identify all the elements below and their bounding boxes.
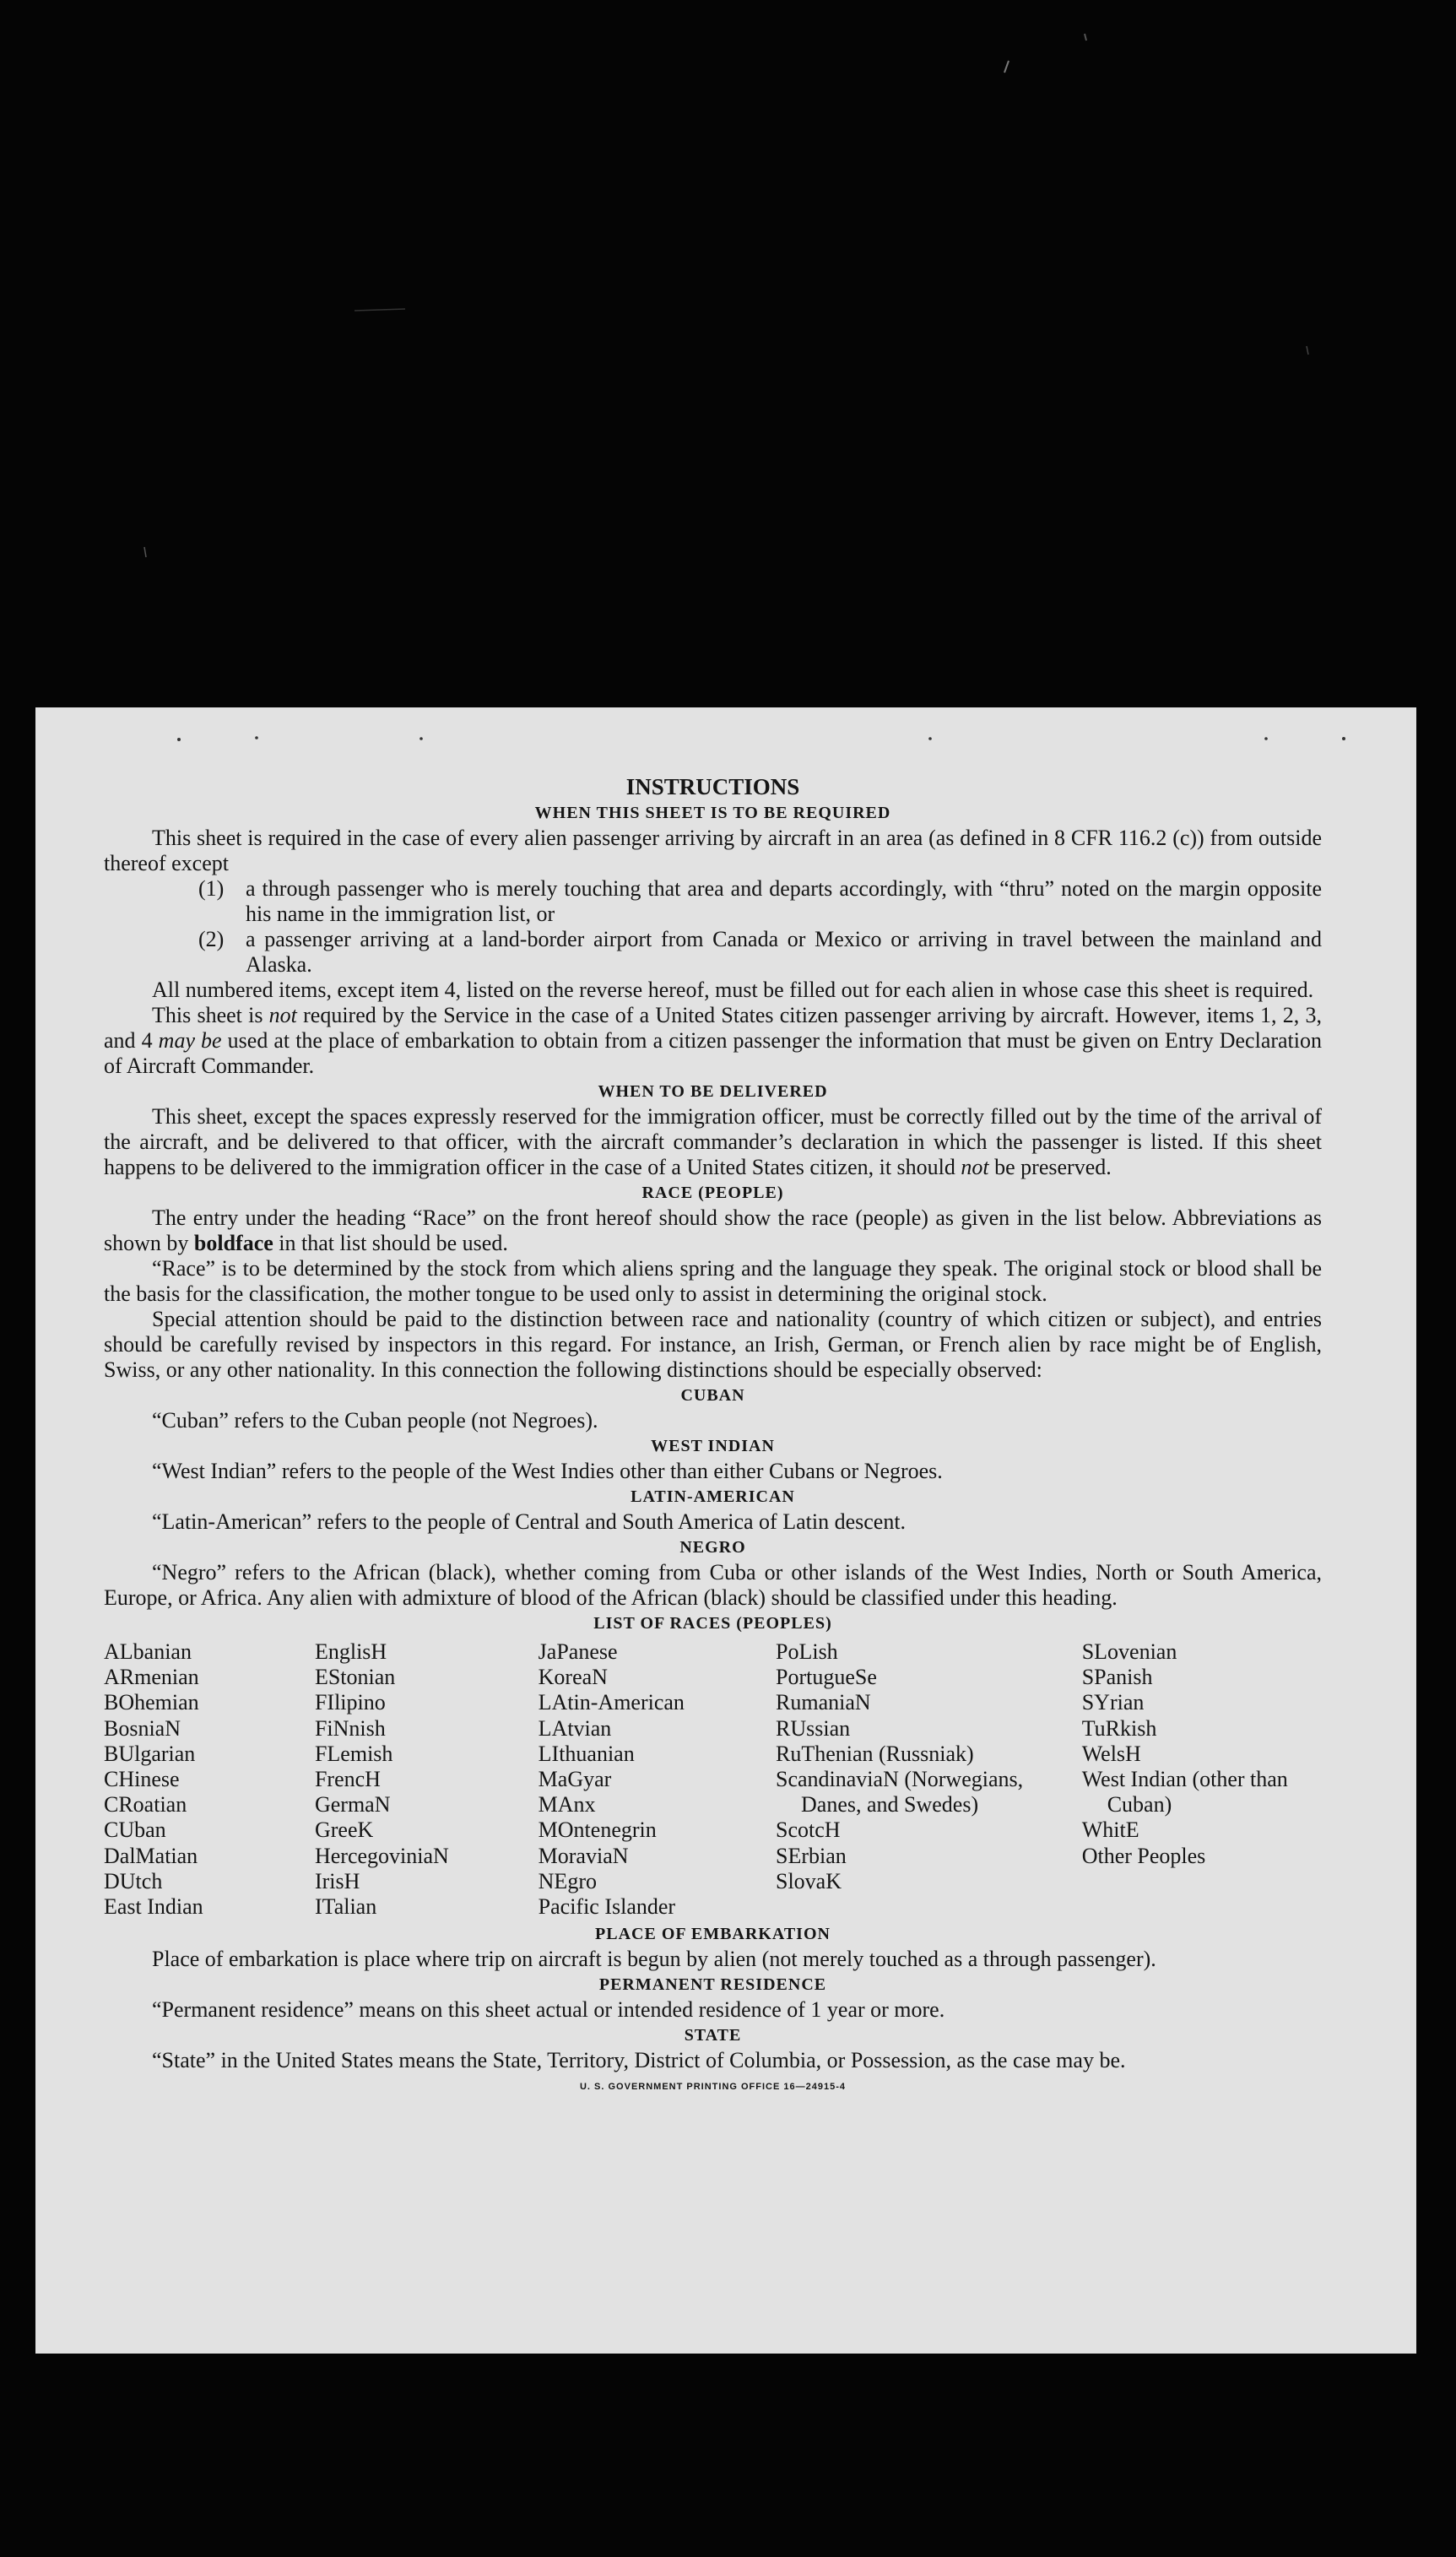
races-column-3 — [539, 1639, 776, 1920]
state-paragraph: “State” in the United States means the State, Territory, District of Columbia, or Possession, as the case may be. — [152, 2048, 1126, 2073]
negro-paragraph: “Negro” refers to the African (black), whether coming from Cuba or other islands of the West Indies, North or South America, Europe, or Africa. Any alien with admixture of blood of the African (black) should be classified under this heading. — [104, 1560, 1322, 1610]
race-entry: SYrian — [1081, 1690, 1145, 1715]
race-entry: GermaN — [314, 1792, 391, 1818]
race-entry: ALbanian — [104, 1639, 192, 1664]
race-entry: PortugueSe — [776, 1665, 877, 1690]
race-entry: SlovaK — [776, 1868, 842, 1893]
page-title: INSTRUCTIONS — [625, 774, 800, 799]
heading-negro: NEGRO — [679, 1538, 746, 1557]
race-entry: MoraviaN — [538, 1843, 629, 1868]
races-column-2 — [315, 1639, 539, 1920]
heading-embarkation: PLACE OF EMBARKATION — [595, 1925, 831, 1944]
latin-american-paragraph: “Latin-American” refers to the people of Central and South America of Latin descent. — [152, 1509, 907, 1534]
race-entry: HercegoviniaN — [314, 1843, 449, 1868]
when-required-paragraph-1: This sheet is required in the case of every alien passenger arriving by aircraft in an area (as defined in 8 CFR 116.2 (c)) from outside thereof except — [104, 826, 1322, 875]
west-indian-paragraph: “West Indian” refers to the people of the West Indies other than either Cubans or Negroes. — [152, 1459, 943, 1483]
race-entry: LAtin-American — [538, 1690, 685, 1715]
race-entry: DalMatian — [104, 1843, 198, 1868]
race-entry: ARmenian — [104, 1665, 199, 1690]
race-entry: Other Peoples — [1081, 1843, 1206, 1868]
race-entry: CHinese — [104, 1767, 180, 1792]
exception-number: (2) — [198, 927, 225, 951]
race-entry: WhitE — [1081, 1818, 1139, 1843]
race-entry: KoreaN — [538, 1665, 608, 1690]
heading-when-required: WHEN THIS SHEET IS TO BE REQUIRED — [534, 804, 891, 822]
race-entry: ScandinaviaN (Norwegians, Danes, and Swedes) — [776, 1767, 1024, 1818]
heading-latin-american: LATIN-AMERICAN — [631, 1487, 795, 1506]
instruction-sheet — [35, 707, 1416, 2354]
embarkation-paragraph: Place of embarkation is place where trip on aircraft is begun by alien (not merely touched as a through passenger). — [152, 1947, 1156, 1972]
race-entry: BOhemian — [104, 1690, 199, 1715]
race-entry: MAnx — [538, 1792, 596, 1818]
race-entry: PoLish — [776, 1639, 838, 1664]
race-entry: NEgro — [538, 1868, 597, 1893]
race-entry: BUlgarian — [104, 1741, 196, 1766]
race-entry: EnglisH — [314, 1639, 387, 1664]
race-entry: IrisH — [314, 1868, 360, 1893]
race-entry: RUssian — [776, 1715, 851, 1741]
race-entry: GreeK — [314, 1818, 374, 1843]
races-column-5 — [1082, 1639, 1322, 1920]
race-entry: DUtch — [104, 1868, 163, 1893]
heading-list-of-races: LIST OF RACES (PEOPLES) — [593, 1614, 832, 1633]
race-entry: JaPanese — [538, 1639, 618, 1664]
cuban-paragraph: “Cuban” refers to the Cuban people (not Negroes). — [152, 1408, 598, 1433]
exception-number: (1) — [198, 876, 225, 901]
races-list — [104, 1639, 1322, 1920]
race-entry: MOntenegrin — [538, 1818, 657, 1843]
races-column-1 — [104, 1639, 315, 1920]
races-column-4 — [776, 1639, 1082, 1920]
race-entry: EStonian — [314, 1665, 396, 1690]
race-entry: LAtvian — [538, 1715, 612, 1741]
heading-cuban: CUBAN — [680, 1386, 745, 1405]
exception-item-1 — [104, 876, 1322, 927]
race-entry: East Indian — [104, 1894, 203, 1920]
exception-item-2 — [104, 927, 1322, 978]
race-entry: WelsH — [1081, 1741, 1141, 1766]
race-entry: TuRkish — [1081, 1715, 1157, 1741]
heading-residence: PERMANENT RESIDENCE — [598, 1975, 827, 1995]
exception-text: a passenger arriving at a land-border airport from Canada or Mexico or arriving in travel between the mainland and Alaska. — [246, 927, 1322, 977]
race-entry: ITalian — [314, 1894, 377, 1920]
race-entry: BosniaN — [104, 1715, 181, 1741]
race-entry: SLovenian — [1081, 1639, 1177, 1664]
race-entry: CRoatian — [104, 1792, 187, 1818]
race-entry: MaGyar — [538, 1767, 612, 1792]
race-entry: SErbian — [776, 1843, 847, 1868]
when-required-paragraph-2: All numbered items, except item 4, listed on the reverse hereof, must be filled out for each alien in whose case this sheet is required. — [152, 978, 1314, 1002]
race-entry: ScotcH — [776, 1818, 841, 1843]
sheet-edge-marks — [35, 707, 1416, 741]
race-entry: SPanish — [1081, 1665, 1153, 1690]
residence-paragraph: “Permanent residence” means on this sheet actual or intended residence of 1 year or more. — [152, 1997, 945, 2023]
race-entry: RuThenian (Russniak) — [776, 1741, 974, 1766]
heading-state: STATE — [684, 2026, 742, 2045]
heading-west-indian: WEST INDIAN — [651, 1437, 775, 1455]
when-delivered-paragraph: This sheet, except the spaces expressly reserved for the immigration officer, must be correctly filled out by the time of the arrival of the aircraft, and be delivered to that officer, with the aircraft commander’s declaration in which the passenger is listed. If this sheet happens to be delivered to the immigration officer in the case of a United States citizen, it should not be preserved. — [104, 1104, 1322, 1179]
race-entry: FiNnish — [314, 1715, 386, 1741]
race-entry: LIthuanian — [538, 1741, 635, 1766]
exception-text: a through passenger who is merely touching that area and departs accordingly, with “thru” noted on the margin opposite his name in the immigration list, or — [246, 876, 1322, 926]
race-paragraph-2: “Race” is to be determined by the stock from which aliens spring and the language they speak. The original stock or blood shall be the basis for the classification, the mother tongue to be used only to assist in determining the original stock. — [104, 1256, 1322, 1306]
race-paragraph-1: The entry under the heading “Race” on the front hereof should show the race (people) as given in the list below. Abbreviations as shown by boldface in that list should be used. — [104, 1205, 1322, 1255]
heading-when-delivered: WHEN TO BE DELIVERED — [598, 1082, 828, 1101]
race-entry: RumaniaN — [776, 1690, 871, 1715]
scan-artifacts — [0, 0, 1456, 709]
race-entry: CUban — [104, 1818, 166, 1843]
race-entry: FIlipino — [314, 1690, 386, 1715]
race-paragraph-3: Special attention should be paid to the distinction between race and nationality (country of which citizen or subject), and entries should be carefully revised by inspectors in this regard. For instance, an Irish, German, or French alien by race might be of English, Swiss, or any other nationality. In this connection the following distinctions should be especially observed: — [104, 1307, 1322, 1382]
race-entry: FLemish — [314, 1741, 393, 1766]
when-required-paragraph-3: This sheet is not required by the Service in the case of a United States citizen passenger arriving by aircraft. However, items 1, 2, 3, and 4 may be used at the place of embarkation to obtain from a citizen passenger the information that must be given on Entry Declaration of Aircraft Commander. — [104, 1003, 1322, 1078]
heading-race: RACE (PEOPLE) — [641, 1184, 784, 1202]
race-entry: West Indian (other than Cuban) — [1081, 1767, 1288, 1818]
printer-imprint: U. S. GOVERNMENT PRINTING OFFICE 16—24915-4 — [579, 2082, 846, 2093]
race-entry: Pacific Islander — [538, 1894, 676, 1920]
race-entry: FrencH — [314, 1767, 381, 1792]
